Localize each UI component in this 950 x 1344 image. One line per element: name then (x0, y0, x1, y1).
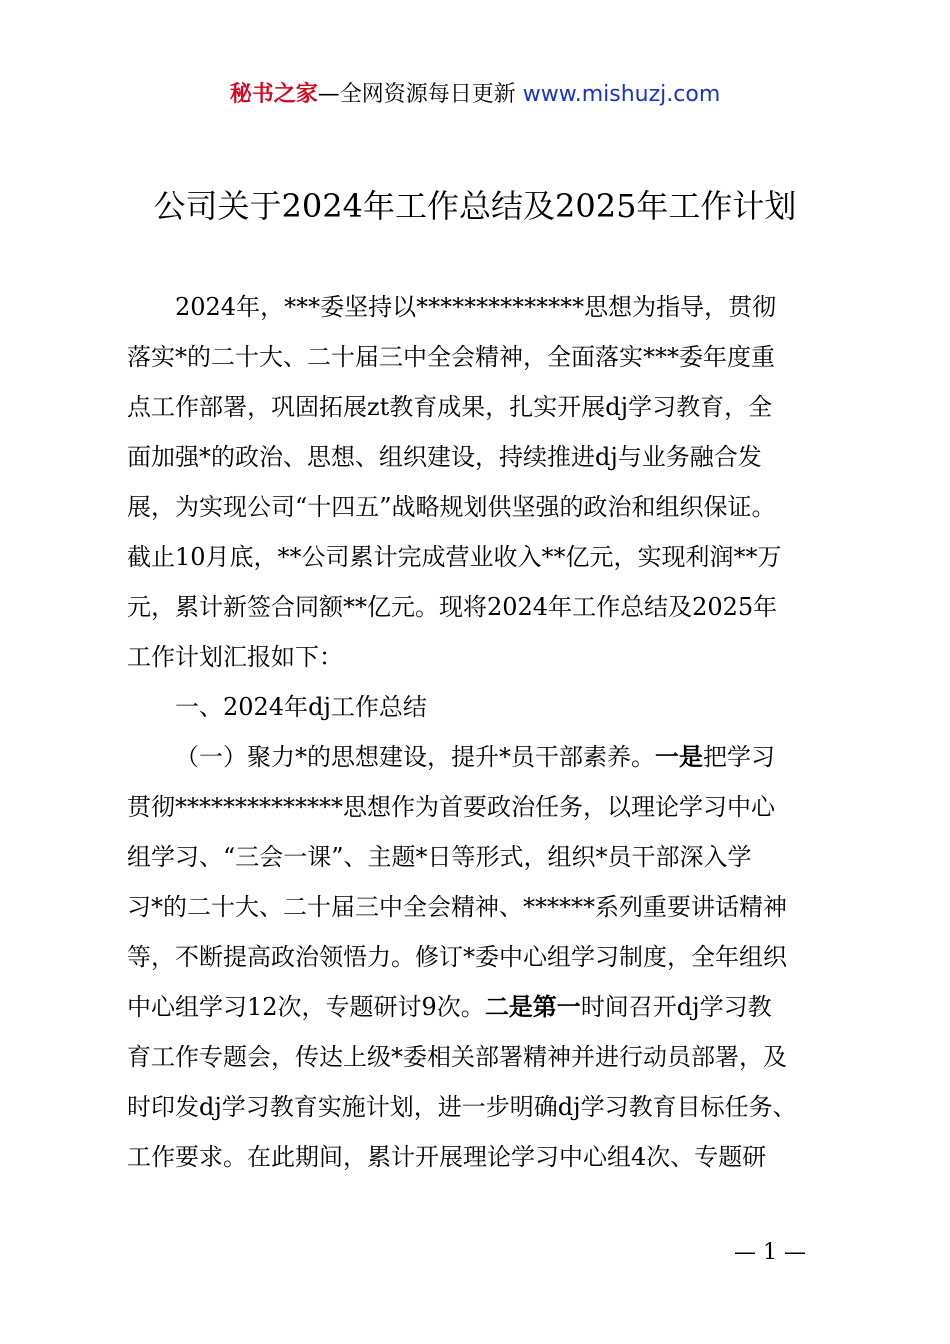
paragraph-line: 点工作部署，巩固拓展zt教育成果，扎实开展dj学习教育，全 (127, 393, 773, 421)
site-header (0, 78, 950, 112)
paragraph-line: 等，不断提高政治领悟力。修订*委中心组学习制度，全年组织 (127, 943, 787, 971)
paragraph-line: 育工作专题会，传达上级*委相关部署精神并进行动员部署，及 (127, 1043, 787, 1071)
text-run: 把学习 (703, 743, 775, 771)
section-heading: 一、2024年dj工作总结 (175, 693, 427, 721)
paragraph-line: 元，累计新签合同额**亿元。现将2024年工作总结及2025年 (127, 593, 778, 621)
document-title: 公司关于2024年工作总结及2025年工作计划 (153, 187, 797, 225)
paragraph-line: 时印发dj学习教育实施计划，进一步明确dj学习教育目标任务、 (127, 1093, 797, 1121)
paragraph-line: 工作计划汇报如下： (127, 643, 343, 671)
header-tagline: —全网资源每日更新 (317, 82, 516, 107)
subsection-first-line (127, 732, 839, 782)
paragraph-line: 截止10月底，**公司累计完成营业收入**亿元，实现利润**万 (127, 543, 782, 571)
brand-name: 秘书之家 (229, 82, 318, 107)
paragraph-line: 2024年，***委坚持以**************思想为指导，贯彻 (175, 293, 777, 321)
bold-marker: 一是 (655, 742, 703, 771)
paragraph-line: 展，为实现公司“十四五”战略规划供坚强的政治和组织保证。 (127, 493, 776, 521)
paragraph-line: 落实*的二十大、二十届三中全会精神，全面落实***委年度重 (127, 343, 775, 371)
paragraph-line: 习*的二十大、二十届三中全会精神、******系列重要讲话精神 (127, 893, 787, 921)
site-url-link[interactable]: www.mishuzj.com (522, 82, 721, 107)
paragraph-line: 面加强*的政治、思想、组织建设，持续推进dj与业务融合发 (127, 443, 762, 471)
page-number: — 1 — (734, 1240, 806, 1265)
document-body (127, 282, 839, 1182)
paragraph-line: 贯彻**************思想作为首要政治任务，以理论学习中心 (127, 793, 775, 821)
paragraph-line: 组学习、“三会一课”、主题*日等形式，组织*员干部深入学 (127, 843, 752, 871)
paragraph-line: 工作要求。在此期间，累计开展理论学习中心组4次、专题研 (127, 1143, 767, 1171)
paragraph-line (127, 982, 839, 1032)
bold-marker: 二是第一 (484, 992, 581, 1021)
subsection-heading: （一）聚力*的思想建设，提升*员干部素养。 (175, 743, 655, 771)
text-run: 中心组学习12次，专题研讨9次。 (127, 993, 485, 1021)
text-run: 时间召开dj学习教 (580, 993, 772, 1021)
